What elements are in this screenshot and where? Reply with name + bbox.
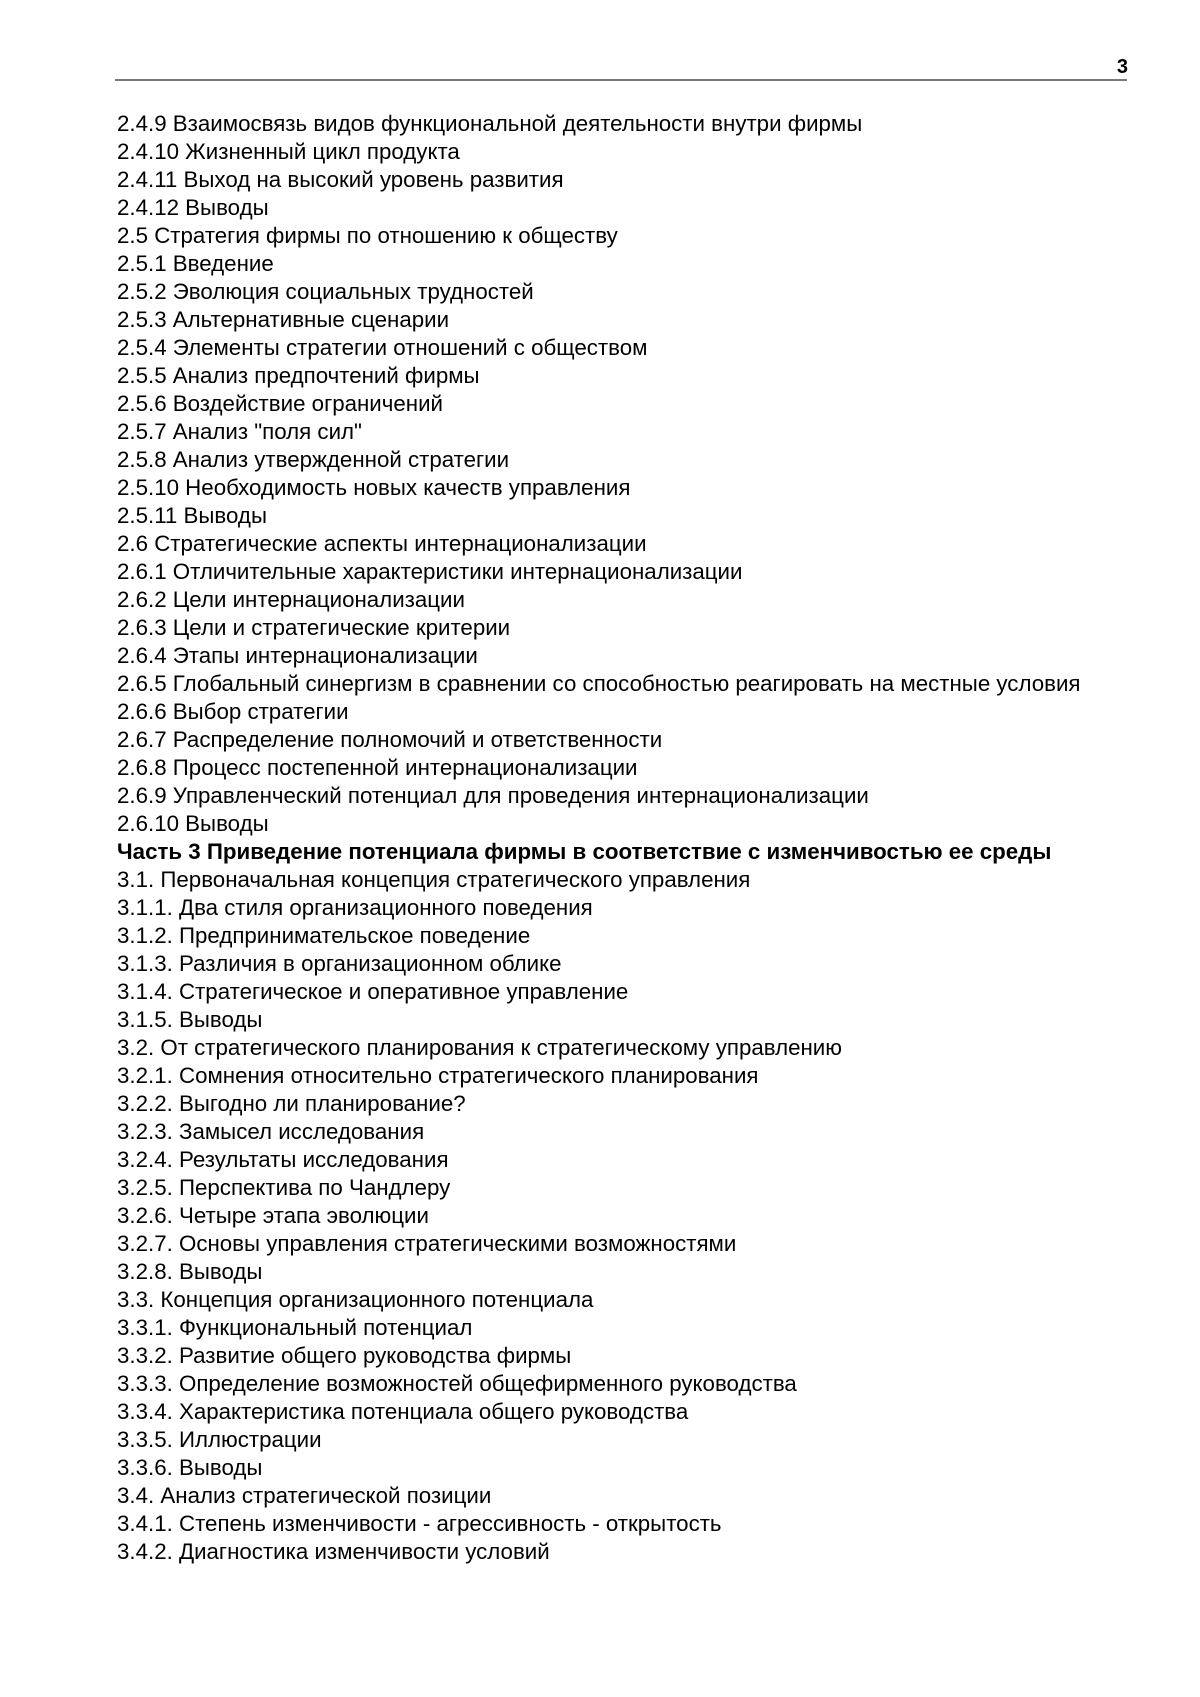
toc-entry: 2.6.1 Отличительные характеристики интернационализации <box>117 559 743 584</box>
header-rule <box>115 79 1127 81</box>
toc-entry: 2.5.11 Выводы <box>117 503 267 528</box>
toc-entry: 3.1.1. Два стиля организационного поведения <box>117 895 593 920</box>
toc-entry: 3.2.6. Четыре этапа эволюции <box>117 1203 429 1228</box>
toc-entry: 2.6 Стратегические аспекты интернационализации <box>117 531 647 556</box>
toc-part-heading: Часть 3 Приведение потенциала фирмы в соответствие с изменчивостью ее среды <box>117 839 1052 864</box>
toc-entry: 2.4.11 Выход на высокий уровень развития <box>117 167 564 192</box>
toc-entry: 2.5 Стратегия фирмы по отношению к обществу <box>117 223 618 248</box>
toc-entry: 3.1. Первоначальная концепция стратегического управления <box>117 867 751 892</box>
toc-entry: 2.6.2 Цели интернационализации <box>117 587 465 612</box>
toc-entry: 2.5.10 Необходимость новых качеств управления <box>117 475 631 500</box>
toc-entry: 3.2.8. Выводы <box>117 1259 263 1284</box>
table-of-contents <box>117 110 1117 1566</box>
toc-entry: 2.6.4 Этапы интернационализации <box>117 643 478 668</box>
toc-entry: 2.4.12 Выводы <box>117 195 269 220</box>
toc-entry: 3.1.2. Предпринимательское поведение <box>117 923 531 948</box>
toc-entry: 3.3.6. Выводы <box>117 1455 263 1480</box>
toc-entry: 2.5.6 Воздействие ограничений <box>117 391 444 416</box>
toc-entry: 2.5.8 Анализ утвержденной стратегии <box>117 447 510 472</box>
toc-entry: 3.3.4. Характеристика потенциала общего руководства <box>117 1399 689 1424</box>
toc-entry: 3.1.3. Различия в организационном облике <box>117 951 562 976</box>
toc-entry: 3.3.5. Иллюстрации <box>117 1427 322 1452</box>
toc-entry: 3.4.1. Степень изменчивости - агрессивность - открытость <box>117 1511 722 1536</box>
toc-entry: 3.1.4. Стратегическое и оперативное управление <box>117 979 629 1004</box>
toc-entry: 3.2.3. Замысел исследования <box>117 1119 425 1144</box>
toc-entry: 3.3. Концепция организационного потенциала <box>117 1287 594 1312</box>
toc-entry: 3.2.4. Результаты исследования <box>117 1147 449 1172</box>
page-number: 3 <box>1116 56 1128 78</box>
toc-entry: 3.2.1. Сомнения относительно стратегического планирования <box>117 1063 759 1088</box>
toc-entry: 3.2.5. Перспектива по Чандлеру <box>117 1175 451 1200</box>
toc-entry: 2.6.8 Процесс постепенной интернационализации <box>117 755 638 780</box>
toc-entry: 2.6.5 Глобальный синергизм в сравнении со способностью реагировать на местные условия <box>117 671 1081 696</box>
toc-entry: 2.5.1 Введение <box>117 251 274 276</box>
toc-entry: 2.5.5 Анализ предпочтений фирмы <box>117 363 480 388</box>
toc-entry: 3.1.5. Выводы <box>117 1007 263 1032</box>
toc-entry: 3.4.2. Диагностика изменчивости условий <box>117 1539 550 1564</box>
toc-entry: 3.4. Анализ стратегической позиции <box>117 1483 492 1508</box>
toc-entry: 2.4.10 Жизненный цикл продукта <box>117 139 460 164</box>
toc-entry: 2.5.2 Эволюция социальных трудностей <box>117 279 534 304</box>
toc-entry: 3.3.2. Развитие общего руководства фирмы <box>117 1343 572 1368</box>
toc-entry: 2.6.3 Цели и стратегические критерии <box>117 615 511 640</box>
toc-entry: 3.3.1. Функциональный потенциал <box>117 1315 473 1340</box>
toc-entry: 3.2.2. Выгодно ли планирование? <box>117 1091 466 1116</box>
toc-entry: 2.5.7 Анализ "поля сил" <box>117 419 362 444</box>
toc-entry: 3.2. От стратегического планирования к стратегическому управлению <box>117 1035 842 1060</box>
toc-entry: 3.3.3. Определение возможностей общефирменного руководства <box>117 1371 797 1396</box>
toc-entry: 2.4.9 Взаимосвязь видов функциональной деятельности внутри фирмы <box>117 111 863 136</box>
toc-entry: 2.6.7 Распределение полномочий и ответственности <box>117 727 663 752</box>
toc-entry: 3.2.7. Основы управления стратегическими возможностями <box>117 1231 737 1256</box>
toc-entry: 2.6.6 Выбор стратегии <box>117 699 349 724</box>
toc-entry: 2.5.3 Альтернативные сценарии <box>117 307 450 332</box>
toc-entry: 2.6.10 Выводы <box>117 811 269 836</box>
toc-entry: 2.6.9 Управленческий потенциал для проведения интернационализации <box>117 783 869 808</box>
toc-entry: 2.5.4 Элементы стратегии отношений с обществом <box>117 335 648 360</box>
